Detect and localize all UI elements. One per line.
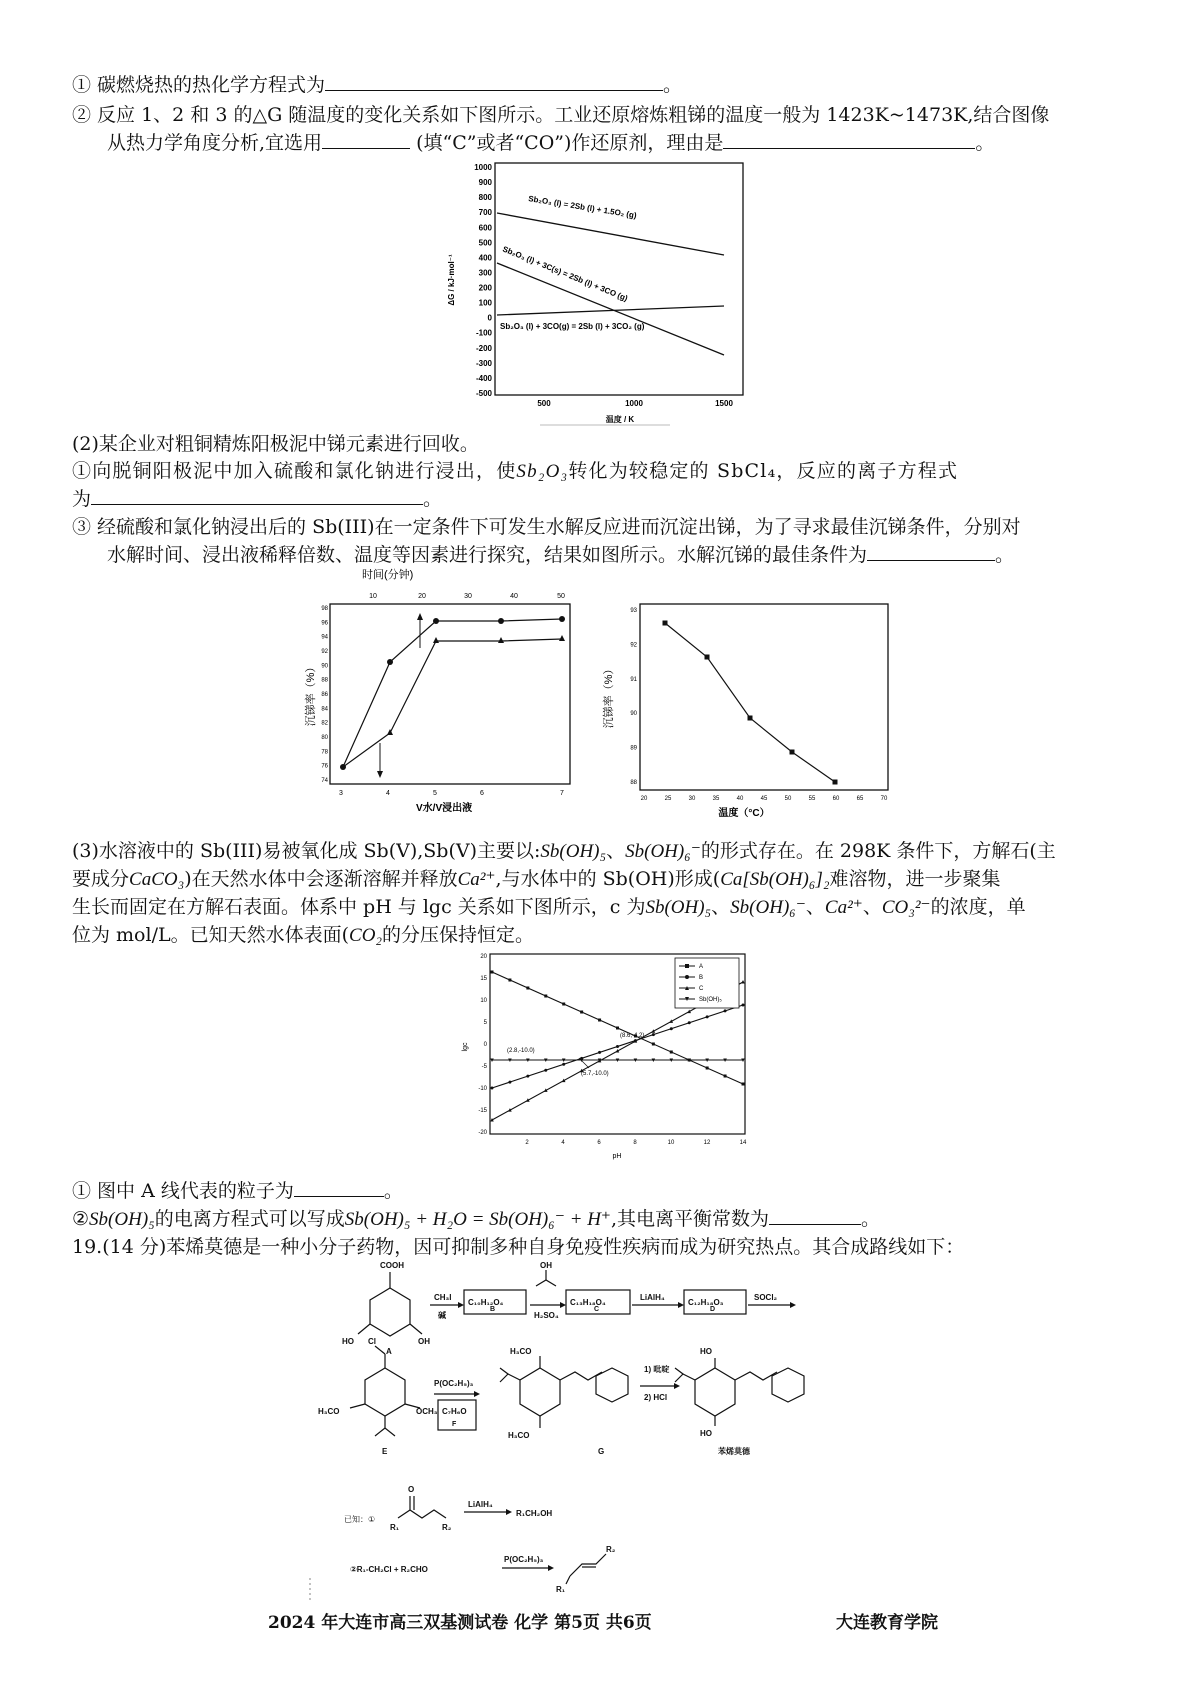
data-point bbox=[670, 1051, 673, 1054]
reagent-6-line2: 2) HCl bbox=[644, 1393, 668, 1402]
y-tick-labels bbox=[630, 608, 637, 786]
series-sboh5-points bbox=[490, 1059, 745, 1063]
ring-A bbox=[370, 1288, 410, 1336]
y-tick: 300 bbox=[478, 268, 492, 278]
reagent-6-line1: 1) 吡啶 bbox=[644, 1365, 670, 1374]
data-point bbox=[580, 1011, 583, 1014]
series-B-points bbox=[491, 1004, 745, 1090]
x-tick-labels bbox=[525, 1140, 747, 1146]
x-axis-label: 温度 / K bbox=[605, 415, 635, 424]
data-point bbox=[433, 637, 439, 643]
x-tick: 20 bbox=[640, 796, 648, 802]
reagent-4-top: SOCl₂ bbox=[754, 1293, 778, 1302]
series-points bbox=[663, 621, 838, 785]
plot-frame bbox=[640, 604, 888, 790]
part3-item2 bbox=[72, 1206, 880, 1233]
data-point bbox=[652, 1033, 655, 1036]
x-tick-labels bbox=[537, 399, 733, 408]
y-tick: -5 bbox=[481, 1064, 487, 1070]
y-tick: 86 bbox=[321, 692, 328, 698]
data-point bbox=[598, 1051, 601, 1054]
top-tick: 30 bbox=[464, 593, 472, 600]
answer-blank[interactable] bbox=[322, 130, 410, 149]
x-tick: 6 bbox=[480, 790, 484, 797]
reagent-5-top: P(OC₂H₅)₃ bbox=[434, 1379, 474, 1388]
punct: 。 bbox=[383, 1180, 403, 1202]
x-tick: 1500 bbox=[715, 399, 733, 408]
lgc-ph-chart bbox=[455, 950, 755, 1172]
y-tick: 1000 bbox=[474, 163, 492, 172]
hydrolysis-time-dilution-chart bbox=[300, 568, 580, 818]
y-tick: 74 bbox=[321, 778, 328, 784]
data-point bbox=[433, 618, 439, 624]
formula: Sb(OH)₅ bbox=[540, 841, 607, 862]
x-tick: 1000 bbox=[625, 399, 643, 408]
part3-line3 bbox=[72, 894, 1026, 921]
y-tick: -300 bbox=[475, 358, 492, 368]
answer-blank[interactable] bbox=[867, 542, 995, 561]
annotation-1: (8.6,-4.2) bbox=[620, 1033, 645, 1039]
question-text: 形成( bbox=[674, 868, 721, 890]
data-point bbox=[508, 1081, 511, 1084]
ring-product bbox=[695, 1368, 735, 1416]
label-p-ho-top: HO bbox=[700, 1347, 712, 1356]
series-line bbox=[665, 623, 835, 782]
y-tick: -400 bbox=[475, 373, 492, 383]
part2-item1-line2 bbox=[72, 486, 442, 512]
known-label: 已知：① bbox=[344, 1515, 376, 1524]
data-point bbox=[498, 618, 504, 624]
x-tick: 45 bbox=[760, 796, 768, 802]
y-tick: 94 bbox=[321, 634, 328, 641]
label-h3co: H₃CO bbox=[318, 1407, 340, 1416]
question-text: ,其电离平衡常数为 bbox=[610, 1208, 770, 1230]
part3-item1 bbox=[72, 1178, 403, 1204]
series-line-2 bbox=[497, 263, 724, 355]
question-text: 的浓度，单 bbox=[930, 896, 1026, 918]
data-point bbox=[705, 655, 710, 660]
known2-reagent: P(OC₂H₅)₃ bbox=[504, 1555, 544, 1564]
formula: Ca[Sb(OH)₆]₂ bbox=[720, 869, 830, 890]
data-point bbox=[562, 1063, 565, 1066]
question-text: 难溶物，进一步聚集 bbox=[829, 868, 1001, 890]
punct: 、 bbox=[862, 896, 882, 918]
punct: 。 bbox=[423, 488, 443, 510]
y-tick: 10 bbox=[480, 998, 487, 1004]
arrow-head bbox=[377, 771, 383, 778]
y-tick: -200 bbox=[475, 343, 492, 353]
ring-product-phenyl bbox=[772, 1368, 804, 1402]
formula: Sb(OH)₆⁻ bbox=[730, 897, 806, 918]
formula-F: C₇H₆O bbox=[442, 1407, 467, 1416]
top-tick: 10 bbox=[369, 593, 377, 600]
y-tick-labels bbox=[474, 163, 492, 398]
top-tick: 20 bbox=[418, 593, 426, 600]
label-F: F bbox=[452, 1421, 457, 1428]
question-text: 生长而固定在方解石表面。体系中 pH 与 lgc 关系如下图所示，c 为 bbox=[72, 896, 646, 918]
y-tick: 92 bbox=[321, 649, 328, 655]
y-tick: 0 bbox=[487, 313, 492, 323]
data-point bbox=[663, 621, 668, 626]
known2-left: ②R₁-CH₂Cl + R₂CHO bbox=[350, 1565, 428, 1574]
data-point bbox=[706, 1067, 709, 1070]
formula: Sb₂O₃ bbox=[516, 461, 569, 482]
x-tick: 5 bbox=[433, 790, 437, 797]
y-axis-label: lgc bbox=[462, 1042, 469, 1052]
data-point bbox=[526, 1075, 529, 1078]
x-tick-labels bbox=[641, 796, 888, 802]
reagent-2-bottom: H₂SO₄ bbox=[534, 1311, 559, 1320]
y-tick: 700 bbox=[478, 208, 492, 218]
y-tick-labels bbox=[478, 954, 487, 1136]
question-2-line2 bbox=[107, 130, 994, 156]
known1-reagent: LiAlH₄ bbox=[468, 1500, 493, 1509]
reagent-1-top: CH₃I bbox=[434, 1293, 452, 1302]
legend-A: A bbox=[699, 964, 704, 970]
question-text: 的电离方程式可以写成 bbox=[154, 1208, 345, 1230]
y-tick: 100 bbox=[478, 298, 492, 308]
equation-label-2: Sb₂O₃ (l) + 3C(s) = 2Sb (l) + 3CO (g) bbox=[501, 244, 630, 304]
ring-E bbox=[365, 1368, 405, 1416]
x-tick: 3 bbox=[339, 790, 343, 797]
legend-C: C bbox=[699, 986, 704, 992]
formula-C: C₁₃H₁₈O₄ bbox=[570, 1298, 606, 1307]
hydrolysis-temperature-chart bbox=[600, 600, 900, 820]
part2-item3-line2 bbox=[107, 542, 1014, 568]
legend-B: B bbox=[699, 975, 704, 981]
data-point bbox=[652, 1043, 655, 1046]
y-tick: -20 bbox=[478, 1130, 487, 1136]
question-text: ① 碳燃烧热的热化学方程式为 bbox=[72, 74, 326, 96]
part2-item1-line1 bbox=[72, 458, 958, 485]
question-text: 位为 mol/L。已知天然水体表面( bbox=[72, 924, 350, 946]
ring-G-phenyl bbox=[596, 1368, 628, 1402]
x-tick: 40 bbox=[736, 796, 744, 802]
y-tick: 400 bbox=[478, 253, 492, 263]
x-tick: 6 bbox=[597, 1140, 601, 1146]
known1-product: R₁CH₂OH bbox=[516, 1509, 553, 1518]
x-tick: 7 bbox=[560, 790, 564, 797]
data-point bbox=[616, 1045, 619, 1048]
part2-item3-line1: ③ 经硫酸和氯化钠浸出后的 Sb(III)在一定条件下可发生水解反应进而沉淀出锑，为了寻求最佳沉锑条件，分别对 bbox=[72, 516, 1021, 538]
legend-sboh5: Sb(OH)₅ bbox=[699, 997, 722, 1003]
formula: Sb(OH)₅ + H₂O = Sb(OH)₆⁻ + H⁺ bbox=[344, 1209, 611, 1230]
label-ho: HO bbox=[342, 1337, 354, 1346]
data-point bbox=[491, 971, 494, 974]
formula: Sb(OH)₆⁻ bbox=[625, 841, 701, 862]
y-tick: 200 bbox=[478, 283, 492, 293]
y-tick: -15 bbox=[478, 1108, 487, 1114]
annotation-3: (5.7,-10.0) bbox=[581, 1071, 609, 1077]
x-tick: 8 bbox=[633, 1140, 637, 1146]
data-point bbox=[724, 1009, 727, 1012]
punct: 、 bbox=[606, 840, 626, 862]
x-axis-label: pH bbox=[612, 1153, 622, 1160]
data-point bbox=[742, 1083, 745, 1086]
x-tick: 70 bbox=[880, 796, 888, 802]
reagent-3-top: LiAlH₄ bbox=[640, 1293, 665, 1302]
label-E: E bbox=[382, 1447, 388, 1456]
x-axis-label: 温度（°C） bbox=[718, 808, 770, 819]
y-tick: 800 bbox=[478, 193, 492, 203]
top-tick-labels bbox=[369, 593, 565, 600]
x-tick: 14 bbox=[739, 1140, 747, 1146]
label-cl: Cl bbox=[368, 1337, 376, 1346]
known1-r2: R₂ bbox=[442, 1523, 452, 1532]
part3-line1 bbox=[72, 838, 1056, 865]
part3-line4 bbox=[72, 922, 534, 949]
data-point bbox=[706, 1015, 709, 1018]
top-tick: 50 bbox=[557, 593, 565, 600]
question-text: 的分压保持恒定。 bbox=[382, 924, 535, 946]
part2-title: (2)某企业对粗铜精炼阳极泥中锑元素进行回收。 bbox=[72, 433, 479, 455]
x-tick: 4 bbox=[386, 790, 390, 797]
synthesis-scheme bbox=[318, 1258, 890, 1603]
label-C: C bbox=[594, 1306, 600, 1313]
data-point bbox=[670, 1027, 673, 1030]
x-tick: 65 bbox=[856, 796, 864, 802]
x-tick: 4 bbox=[561, 1140, 565, 1146]
series-dilution-line bbox=[343, 639, 562, 767]
question-text: 水解时间、浸出液稀释倍数、温度等因素进行探究，结果如图所示。水解沉锑的最佳条件为 bbox=[107, 544, 868, 566]
label-B: B bbox=[490, 1306, 496, 1313]
series-line-3 bbox=[497, 306, 724, 315]
y-tick: 600 bbox=[478, 223, 492, 233]
y-tick: 80 bbox=[321, 735, 328, 741]
data-point bbox=[559, 616, 565, 622]
label-oh: OH bbox=[418, 1337, 430, 1346]
data-point bbox=[544, 995, 547, 998]
y-tick: -100 bbox=[475, 328, 492, 338]
formula: CaCO₃ bbox=[129, 869, 185, 890]
y-tick: 5 bbox=[483, 1020, 487, 1026]
x-tick-labels bbox=[339, 790, 564, 797]
equation-label-3: Sb₂O₃ (l) + 3CO(g) = 2Sb (l) + 3CO₂ (g) bbox=[500, 322, 645, 331]
punct: 。 bbox=[663, 74, 683, 96]
y-tick: 84 bbox=[321, 706, 328, 713]
data-point bbox=[833, 780, 838, 785]
label-D: D bbox=[710, 1306, 716, 1313]
y-tick-labels bbox=[321, 606, 328, 784]
y-tick: 90 bbox=[321, 663, 328, 670]
question-19: 19.(14 分)苯烯莫德是一种小分子药物，因可抑制多种自身免疫性疾病而成为研究热点。其合成路线如下： bbox=[72, 1236, 965, 1258]
top-tick: 40 bbox=[510, 593, 518, 600]
answer-blank[interactable] bbox=[723, 130, 975, 149]
reagent-1-bottom: 碱 bbox=[438, 1311, 446, 1320]
formula: CO₃²⁻ bbox=[881, 897, 931, 918]
formula: Ca²⁺ bbox=[457, 869, 496, 890]
x-tick: 12 bbox=[703, 1140, 711, 1146]
known2-r2: R₂ bbox=[606, 1545, 616, 1554]
data-point bbox=[790, 750, 795, 755]
reagent-2-top: OH bbox=[540, 1261, 552, 1270]
known1-r1: R₁ bbox=[390, 1523, 400, 1532]
top-axis-label: 时间(分钟) bbox=[362, 569, 414, 581]
data-point bbox=[688, 1021, 691, 1024]
question-text: 为 bbox=[72, 488, 92, 510]
y-tick: 98 bbox=[321, 606, 328, 612]
data-point bbox=[748, 716, 753, 721]
question-2-line1: ② 反应 1、2 和 3 的△G 随温度的变化关系如下图所示。工业还原熔炼粗锑的温度一般为 1423K~1473K,结合图像 bbox=[72, 104, 1050, 126]
footer-left: 2024 年大连市高三双基测试卷 化学 第5页 共6页 bbox=[268, 1613, 652, 1633]
y-axis-label: ΔG / kJ·mol⁻¹ bbox=[447, 254, 456, 306]
x-tick: 60 bbox=[832, 796, 840, 802]
data-point bbox=[544, 1069, 547, 1072]
formula: CO₂ bbox=[349, 925, 383, 946]
y-tick: 76 bbox=[321, 763, 328, 770]
y-axis-label: 沉锑率（%） bbox=[305, 661, 317, 727]
x-tick: 35 bbox=[712, 796, 720, 802]
y-tick: 500 bbox=[478, 238, 492, 248]
question-text: (3)水溶液中的 Sb(III)易被氧化成 Sb(V),Sb(V)主要以: bbox=[72, 840, 541, 862]
answer-blank[interactable] bbox=[325, 72, 663, 91]
arrow-head bbox=[417, 613, 423, 620]
question-text: 要成分 bbox=[72, 868, 130, 890]
answer-blank[interactable] bbox=[769, 1206, 861, 1225]
label-p-ho-bottom: HO bbox=[700, 1429, 712, 1438]
question-text: ①向脱铜阳极泥中加入硫酸和氯化钠进行浸出，使 bbox=[72, 460, 517, 482]
x-tick: 30 bbox=[688, 796, 696, 802]
y-tick: 20 bbox=[480, 954, 487, 960]
delta-g-chart bbox=[440, 155, 760, 425]
data-point bbox=[741, 980, 745, 984]
question-text: (填“C”或者“CO”)作还原剂，理由是 bbox=[410, 132, 724, 154]
y-axis-label: 沉锑率（%） bbox=[603, 663, 615, 729]
equation-label-1: Sb₂O₃ (l) = 2Sb (l) + 1.5O₂ (g) bbox=[527, 194, 638, 221]
question-text: )在天然水体中会逐渐溶解并释放 bbox=[184, 868, 458, 890]
y-tick: 78 bbox=[321, 749, 328, 756]
series-time-points bbox=[340, 616, 565, 770]
formula: Ca²⁺ bbox=[824, 897, 863, 918]
punct: 。 bbox=[975, 132, 995, 154]
y-tick: 91 bbox=[630, 676, 637, 683]
x-tick: 10 bbox=[667, 1140, 675, 1146]
label-cooh: COOH bbox=[380, 1261, 404, 1270]
x-tick: 2 bbox=[525, 1140, 529, 1146]
label-och3: OCH₃ bbox=[416, 1407, 438, 1416]
y-tick: 90 bbox=[630, 711, 637, 718]
punct: 、 bbox=[805, 896, 825, 918]
y-tick: 92 bbox=[630, 642, 637, 649]
punct: 、 bbox=[711, 896, 731, 918]
data-point bbox=[616, 1027, 619, 1030]
y-tick: 0 bbox=[483, 1042, 487, 1048]
question-1-item bbox=[72, 72, 682, 98]
plot-frame bbox=[330, 604, 570, 784]
y-tick: 88 bbox=[321, 677, 328, 684]
label-product: 苯烯莫德 bbox=[718, 1447, 750, 1456]
part3-line2 bbox=[72, 866, 1000, 893]
y-tick: 88 bbox=[630, 780, 637, 786]
y-tick: 96 bbox=[321, 620, 328, 627]
data-point bbox=[498, 637, 504, 643]
y-tick: 82 bbox=[321, 720, 328, 727]
punct: 。 bbox=[995, 544, 1015, 566]
y-tick: 900 bbox=[478, 178, 492, 188]
question-text: 从热力学角度分析,宜选用 bbox=[107, 132, 323, 154]
question-text: ① 图中 A 线代表的粒子为 bbox=[72, 1180, 294, 1202]
data-point bbox=[724, 1075, 727, 1078]
annotation-2: (2.8,-10.0) bbox=[507, 1048, 535, 1054]
x-tick: 55 bbox=[808, 796, 816, 802]
label-g-h3co-bottom: H₃CO bbox=[508, 1431, 530, 1440]
data-point bbox=[526, 987, 529, 990]
data-point bbox=[562, 1003, 565, 1006]
footer-right: 大连教育学院 bbox=[836, 1613, 938, 1633]
known1-o: O bbox=[408, 1485, 415, 1494]
punct: 。 bbox=[861, 1208, 881, 1230]
label-G: G bbox=[598, 1447, 605, 1456]
label-g-h3co-top: H₃CO bbox=[510, 1347, 532, 1356]
x-axis-label: V水/V浸出液 bbox=[416, 803, 473, 814]
y-tick: 93 bbox=[630, 608, 637, 614]
data-point bbox=[598, 1019, 601, 1022]
x-tick: 50 bbox=[784, 796, 792, 802]
ring-G bbox=[520, 1368, 560, 1416]
question-text: ② bbox=[72, 1208, 90, 1230]
series-line-1 bbox=[497, 213, 724, 255]
data-point bbox=[491, 1087, 494, 1090]
question-text: ,与水体中的 Sb(OH) bbox=[495, 868, 675, 890]
label-A: A bbox=[386, 1347, 392, 1356]
y-tick: 89 bbox=[630, 745, 637, 752]
y-tick: -10 bbox=[478, 1086, 487, 1092]
formula: Sb(OH)₅ bbox=[89, 1209, 155, 1230]
data-point bbox=[387, 659, 393, 665]
data-point bbox=[508, 979, 511, 982]
formula-D: C₁₂H₁₈O₃ bbox=[688, 1298, 724, 1307]
data-point bbox=[742, 1004, 745, 1007]
formula: Sb(OH)₅ bbox=[645, 897, 712, 918]
known2-r1: R₁ bbox=[556, 1585, 566, 1594]
question-text: 的形式存在。在 298K 条件下，方解石(主 bbox=[700, 840, 1056, 862]
formula-B: C₁₀H₁₂O₄ bbox=[468, 1298, 504, 1307]
answer-blank[interactable] bbox=[91, 486, 423, 505]
x-tick: 500 bbox=[537, 399, 551, 408]
y-tick: 15 bbox=[480, 976, 487, 982]
data-point bbox=[559, 635, 565, 641]
x-tick: 25 bbox=[664, 796, 672, 802]
question-text: 转化为较稳定的 SbCl₄，反应的离子方程式 bbox=[568, 460, 959, 482]
answer-blank[interactable] bbox=[294, 1178, 384, 1197]
y-tick: -500 bbox=[475, 389, 492, 398]
